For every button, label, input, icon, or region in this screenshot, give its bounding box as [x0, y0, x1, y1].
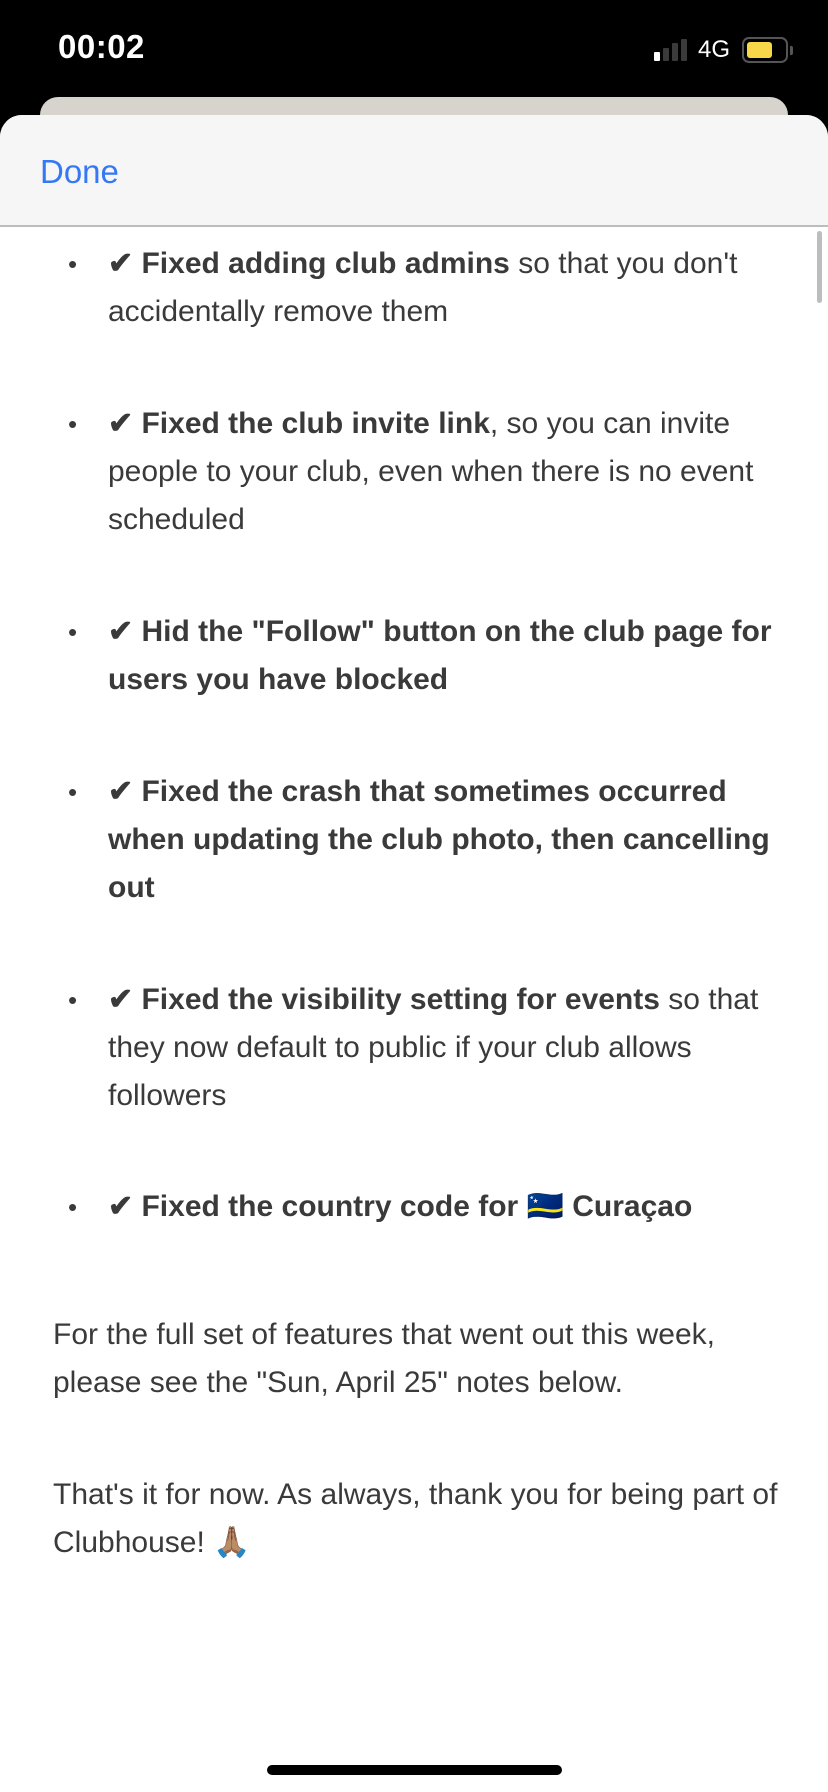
paragraph-closing: That's it for now. As always, thank you for being part of Clubhouse! 🙏🏽 — [53, 1478, 778, 1559]
item-bold: Hid the "Follow" button on the club page for users you have blocked — [108, 615, 772, 696]
item-bold: Fixed adding club admins — [141, 247, 510, 280]
status-time: 00:02 — [58, 28, 145, 65]
item-bold: Fixed the visibility setting for events — [141, 983, 660, 1016]
sheet-header — [0, 115, 828, 227]
checkmark-icon: ✔ — [108, 247, 134, 280]
battery-icon — [742, 37, 788, 63]
bullet: • — [68, 1192, 78, 1222]
item-bold: Fixed the crash that sometimes occurred when updating the club photo, then cancelling out — [108, 775, 770, 904]
checkmark-icon: ✔ — [108, 1190, 134, 1223]
status-bar — [0, 0, 828, 97]
item-bold: Fixed the country code for 🇨🇼 Curaçao — [141, 1190, 693, 1223]
bullet: • — [68, 617, 78, 647]
bullet: • — [68, 249, 78, 279]
done-button[interactable]: Done — [40, 153, 119, 190]
checkmark-icon: ✔ — [108, 407, 134, 440]
bullet: • — [68, 409, 78, 439]
paragraph-full-features: For the full set of features that went out this week, please see the "Sun, April 25" notes below. — [53, 1318, 716, 1399]
item-text: so that they now default to public if your club allows followers — [108, 983, 759, 1112]
signal-icon — [654, 39, 690, 61]
checkmark-icon: ✔ — [108, 983, 134, 1016]
release-notes-sheet — [0, 115, 828, 1792]
bullet: • — [68, 985, 78, 1015]
checkmark-icon: ✔ — [108, 615, 134, 648]
scrollbar[interactable] — [817, 231, 822, 303]
bullet: • — [68, 777, 78, 807]
item-text: so that you don't accidentally remove them — [108, 247, 738, 328]
item-bold: Fixed the club invite link — [141, 407, 490, 440]
home-indicator[interactable] — [267, 1765, 562, 1775]
network-type: 4G — [698, 36, 731, 63]
item-text: , so you can invite people to your club, even when there is no event scheduled — [108, 407, 754, 536]
checkmark-icon: ✔ — [108, 775, 134, 808]
